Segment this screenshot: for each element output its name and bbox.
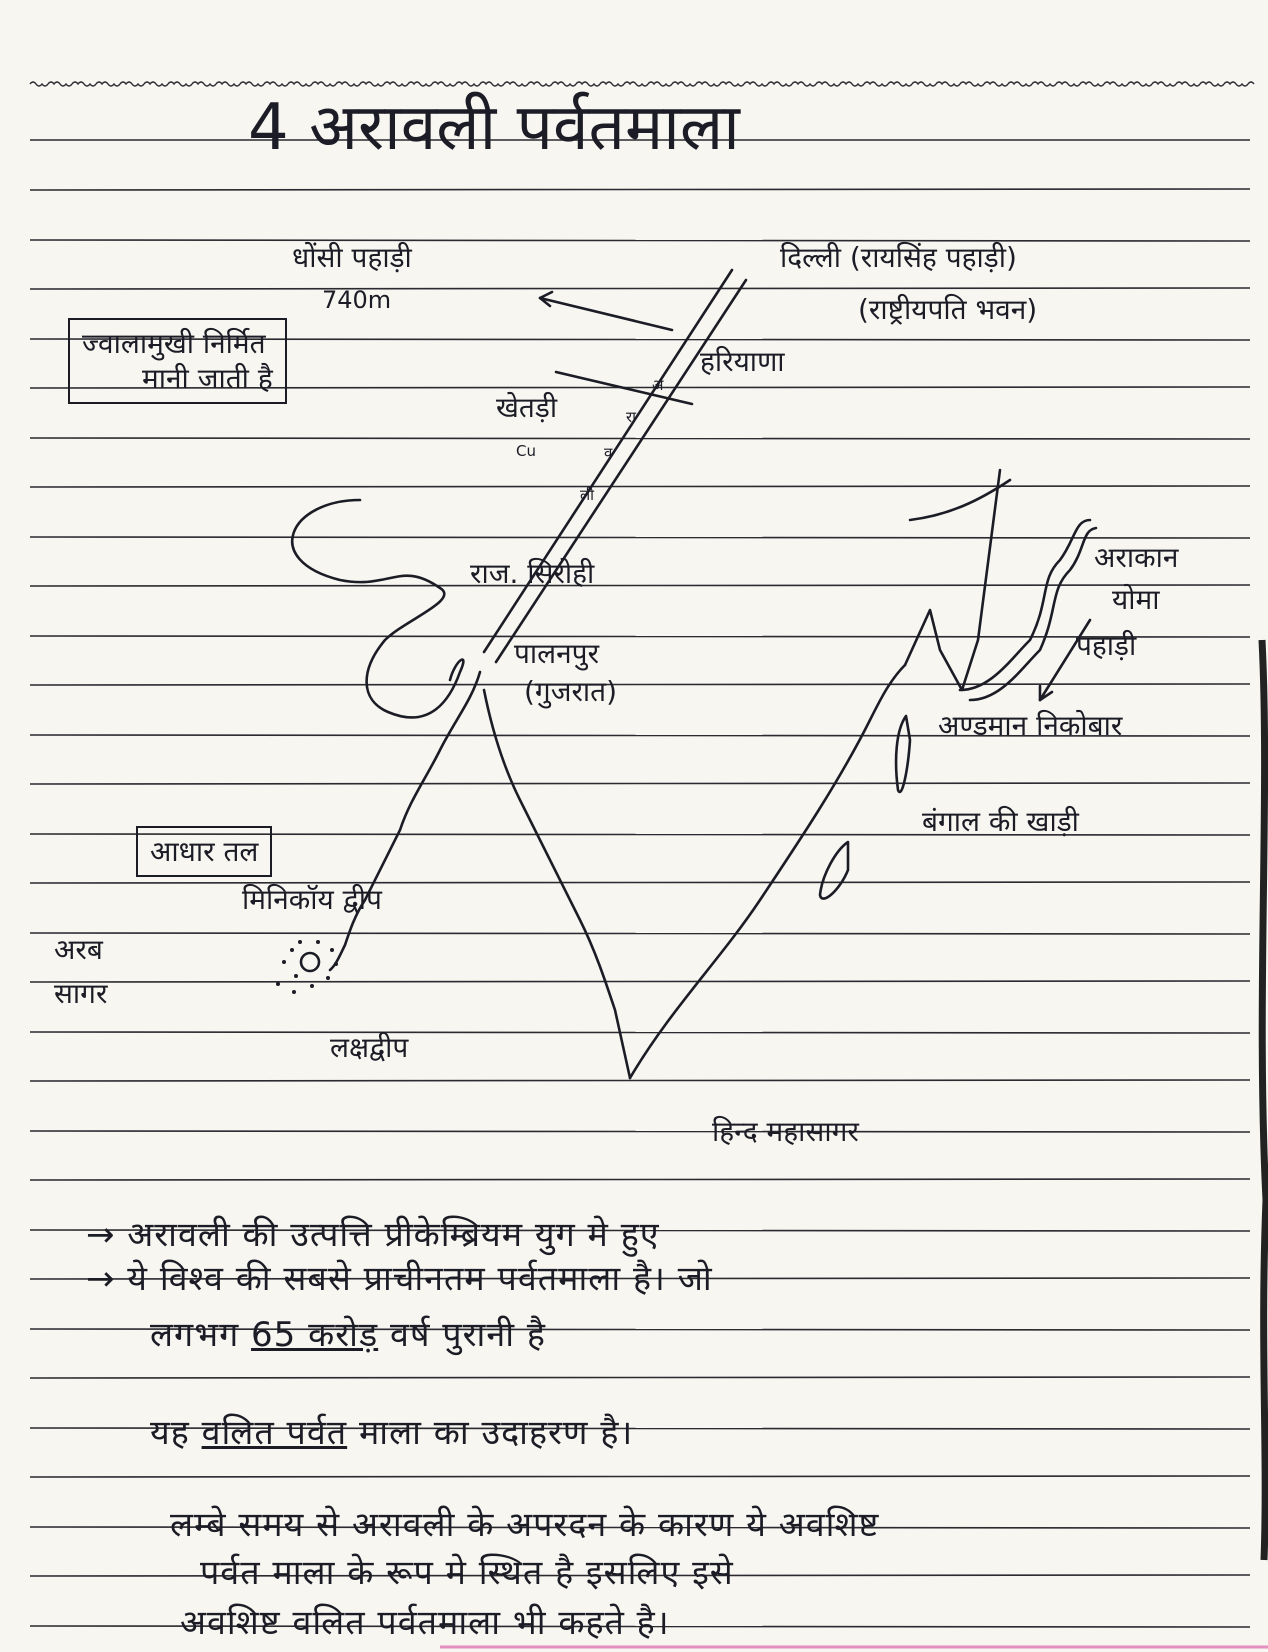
- gujarat-coastline: [292, 500, 463, 717]
- label-haryana: हरियाणा: [700, 345, 785, 378]
- range-letter-a: अ: [652, 376, 664, 394]
- range-letter-li: ली: [580, 486, 595, 504]
- andaman-island: [896, 716, 910, 792]
- note-line-4-underlined: वलित पर्वत: [201, 1413, 348, 1453]
- lakshadweep-island: [301, 953, 319, 971]
- label-arab: अरब: [54, 933, 103, 966]
- northeast-border: [905, 470, 1000, 690]
- label-andaman-nicobar: अण्डमान निकोबार: [938, 709, 1123, 742]
- label-sagar: सागर: [54, 977, 108, 1010]
- note-line-3-underlined: 65 करोड़: [251, 1315, 379, 1355]
- dhosi-pointer: [540, 298, 672, 330]
- label-bay-of-bengal: बंगाल की खाड़ी: [922, 805, 1079, 838]
- volcanic-note-line-2: मानी जाती है: [142, 362, 273, 395]
- note-line-3: [150, 1315, 546, 1355]
- label-aadhar-tal: आधार तल: [136, 826, 272, 877]
- india-west-coast-inner: [484, 690, 630, 1078]
- label-delhi: दिल्ली (रायसिंह पहाड़ी): [780, 241, 1017, 274]
- label-yoma: योमा: [1112, 583, 1160, 616]
- note-line-7: अवशिष्ट वलित पर्वतमाला भी कहते है।: [180, 1603, 670, 1643]
- note-line-4-pre: यह: [150, 1413, 202, 1453]
- range-letter-va: व: [604, 444, 613, 462]
- label-khetri-copper: Cu: [516, 442, 536, 460]
- note-line-4: [150, 1413, 634, 1453]
- label-lakshadweep: लक्षद्वीप: [330, 1031, 409, 1064]
- label-dhosi-hill: धोंसी पहाड़ी: [292, 241, 412, 274]
- note-line-3-pre: लगभग: [150, 1315, 252, 1355]
- note-line-5: लम्बे समय से अरावली के अपरदन के कारण ये अवशिष्ट: [170, 1505, 880, 1545]
- range-letter-ra: रा: [626, 408, 637, 426]
- label-sirohi: राज. सिरोही: [470, 557, 595, 590]
- label-indian-ocean: हिन्द महासागर: [712, 1115, 859, 1148]
- label-gujarat: (गुजरात): [524, 675, 618, 708]
- india-east-coast: [630, 665, 905, 1078]
- note-line-6: पर्वत माला के रूप मे स्थित है इसलिए इसे: [200, 1553, 734, 1593]
- note-line-2: → ये विश्व की सबसे प्राचीनतम पर्वतमाला है। जो: [86, 1259, 713, 1299]
- lakshadweep-dots: [276, 940, 338, 994]
- haryana-cross-line: [556, 372, 692, 404]
- label-dhosi-height: 740m: [322, 286, 392, 314]
- note-line-1: → अरावली की उत्पत्ति प्रीकेम्ब्रियम युग मे हुए: [86, 1215, 660, 1255]
- label-palanpur: पालनपुर: [514, 637, 600, 670]
- volcanic-note-line-1: ज्वालामुखी निर्मित: [82, 327, 266, 360]
- page-title: 4 अरावली पर्वतमाला: [248, 91, 740, 165]
- label-rashtrapati-bhavan: (राष्ट्रीयपति भवन): [858, 293, 1038, 326]
- aravalli-range-line-2: [496, 280, 746, 662]
- label-minicoy: मिनिकॉय द्वीप: [242, 883, 382, 916]
- note-line-3-post: वर्ष पुरानी है: [378, 1315, 546, 1355]
- small-island: [820, 842, 848, 899]
- label-khetri: खेतड़ी: [496, 391, 558, 424]
- label-arakan: अराकान: [1094, 541, 1179, 574]
- label-pahadi: पहाड़ी: [1076, 629, 1137, 662]
- volcanic-note-box: [68, 318, 287, 404]
- note-line-4-post: माला का उदाहरण है।: [347, 1413, 634, 1453]
